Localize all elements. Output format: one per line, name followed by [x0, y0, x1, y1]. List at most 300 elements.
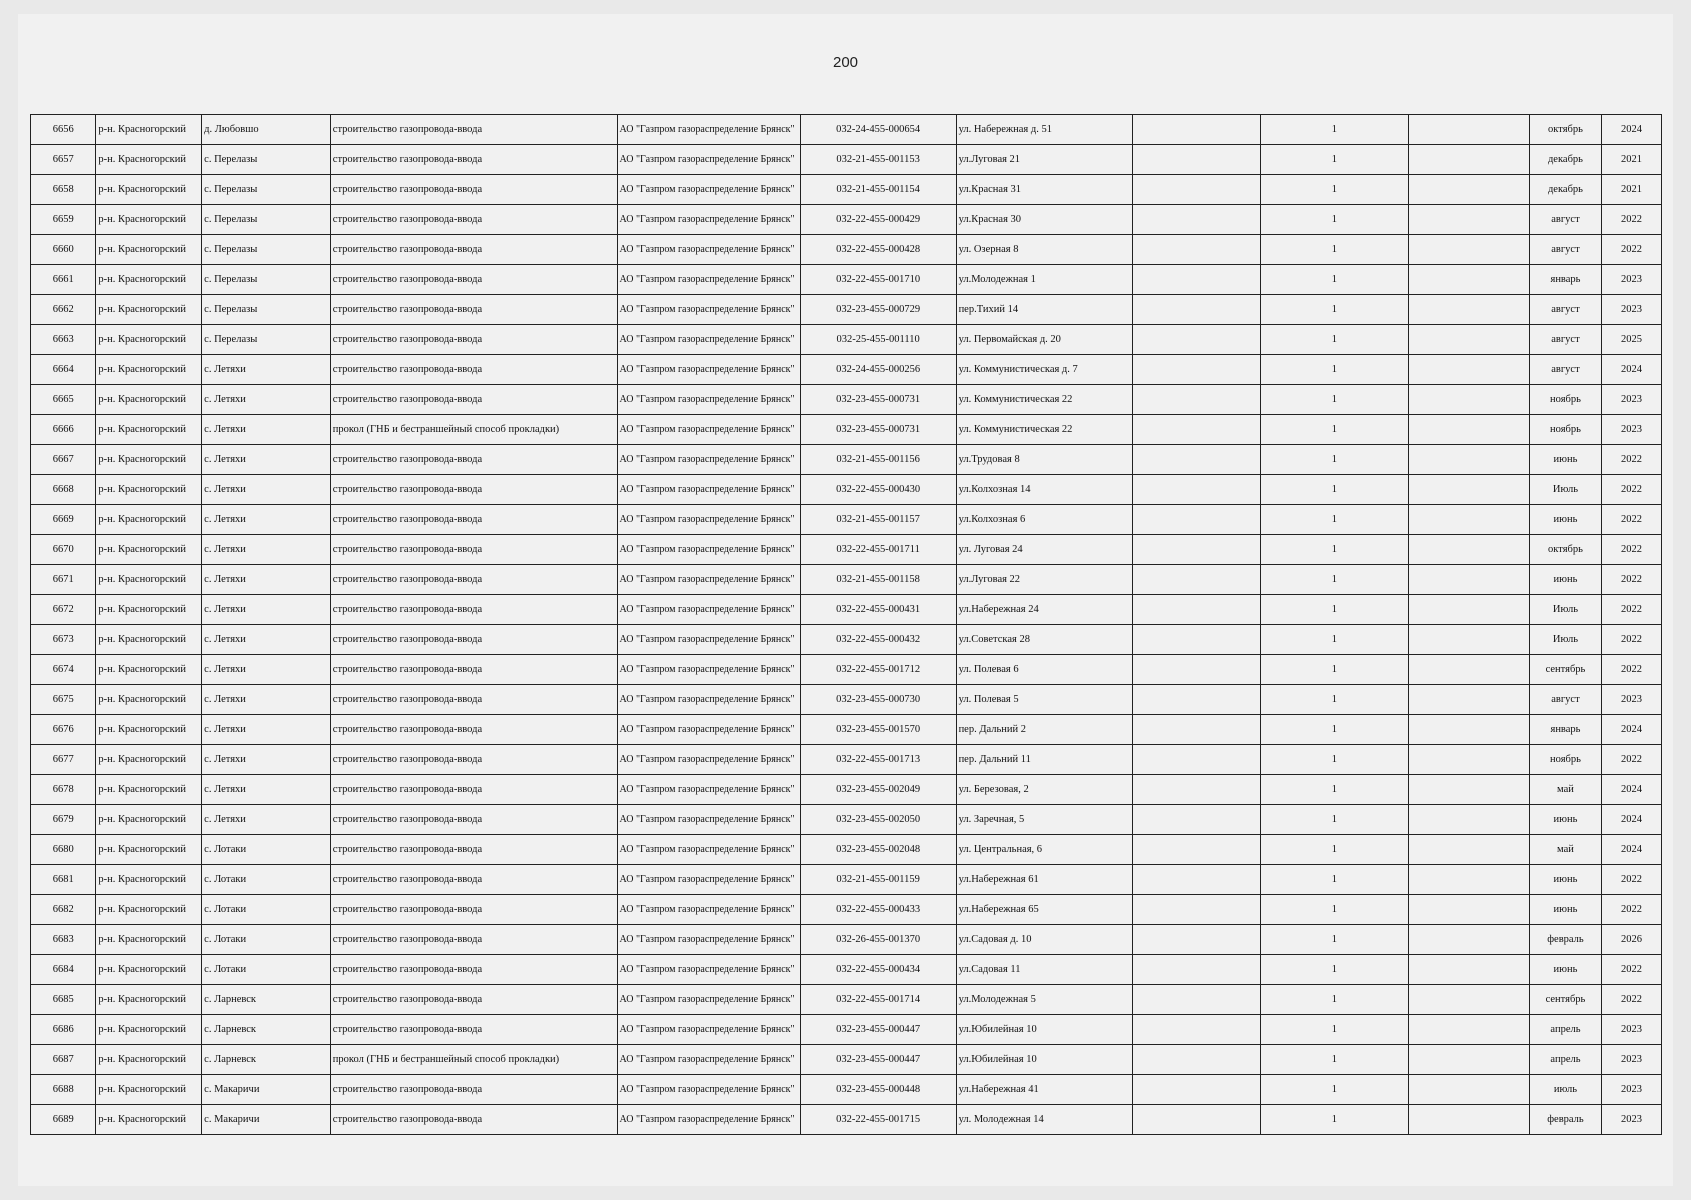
- address-cell: ул.Набережная 61: [956, 865, 1133, 895]
- organization-cell: АО "Газпром газораспределение Брянск": [617, 445, 800, 475]
- organization-cell: АО "Газпром газораспределение Брянск": [617, 1015, 800, 1045]
- settlement-cell: с. Перелазы: [202, 325, 331, 355]
- row-number-cell: 6685: [31, 985, 96, 1015]
- address-cell: ул. Заречная, 5: [956, 805, 1133, 835]
- organization-cell: АО "Газпром газораспределение Брянск": [617, 835, 800, 865]
- settlement-cell: д. Любовшо: [202, 115, 331, 145]
- address-cell: пер.Тихий 14: [956, 295, 1133, 325]
- registry-code-cell: 032-23-455-002049: [800, 775, 956, 805]
- quantity-cell: 1: [1260, 505, 1408, 535]
- quantity-cell: 1: [1260, 1105, 1408, 1135]
- settlement-cell: с. Лотаки: [202, 865, 331, 895]
- year-cell: 2022: [1601, 475, 1661, 505]
- row-number-cell: 6663: [31, 325, 96, 355]
- district-cell: р-н. Красногорский: [96, 145, 202, 175]
- registry-code-cell: 032-23-455-000729: [800, 295, 956, 325]
- organization-cell: АО "Газпром газораспределение Брянск": [617, 1105, 800, 1135]
- district-cell: р-н. Красногорский: [96, 295, 202, 325]
- work-type-cell: строительство газопровода-ввода: [330, 355, 617, 385]
- settlement-cell: с. Перелазы: [202, 235, 331, 265]
- registry-code-cell: 032-21-455-001156: [800, 445, 956, 475]
- year-cell: 2025: [1601, 325, 1661, 355]
- address-cell: ул.Молодежная 5: [956, 985, 1133, 1015]
- empty-cell: [1408, 745, 1529, 775]
- month-cell: июнь: [1530, 955, 1602, 985]
- gas-connection-registry-table: [30, 114, 1662, 1135]
- registry-code-cell: 032-24-455-000256: [800, 355, 956, 385]
- address-cell: ул. Озерная 8: [956, 235, 1133, 265]
- month-cell: июнь: [1530, 505, 1602, 535]
- quantity-cell: 1: [1260, 205, 1408, 235]
- settlement-cell: с. Летяхи: [202, 535, 331, 565]
- table-row: [31, 835, 1662, 865]
- table-row: [31, 385, 1662, 415]
- empty-cell: [1133, 415, 1261, 445]
- settlement-cell: с. Летяхи: [202, 505, 331, 535]
- registry-code-cell: 032-22-455-000429: [800, 205, 956, 235]
- district-cell: р-н. Красногорский: [96, 205, 202, 235]
- settlement-cell: с. Лотаки: [202, 895, 331, 925]
- district-cell: р-н. Красногорский: [96, 505, 202, 535]
- address-cell: ул.Красная 31: [956, 175, 1133, 205]
- work-type-cell: строительство газопровода-ввода: [330, 1105, 617, 1135]
- address-cell: ул.Луговая 22: [956, 565, 1133, 595]
- empty-cell: [1133, 835, 1261, 865]
- organization-cell: АО "Газпром газораспределение Брянск": [617, 145, 800, 175]
- row-number-cell: 6665: [31, 385, 96, 415]
- registry-code-cell: 032-21-455-001154: [800, 175, 956, 205]
- settlement-cell: с. Перелазы: [202, 265, 331, 295]
- settlement-cell: с. Летяхи: [202, 625, 331, 655]
- address-cell: ул.Садовая 11: [956, 955, 1133, 985]
- table-body: [31, 115, 1662, 1135]
- organization-cell: АО "Газпром газораспределение Брянск": [617, 505, 800, 535]
- work-type-cell: строительство газопровода-ввода: [330, 685, 617, 715]
- empty-cell: [1408, 325, 1529, 355]
- year-cell: 2022: [1601, 505, 1661, 535]
- work-type-cell: строительство газопровода-ввода: [330, 565, 617, 595]
- quantity-cell: 1: [1260, 565, 1408, 595]
- empty-cell: [1133, 745, 1261, 775]
- district-cell: р-н. Красногорский: [96, 955, 202, 985]
- table-row: [31, 235, 1662, 265]
- month-cell: июнь: [1530, 805, 1602, 835]
- settlement-cell: с. Макаричи: [202, 1075, 331, 1105]
- table-row: [31, 1075, 1662, 1105]
- page-number: 200: [832, 54, 859, 71]
- address-cell: ул. Полевая 5: [956, 685, 1133, 715]
- district-cell: р-н. Красногорский: [96, 115, 202, 145]
- empty-cell: [1408, 625, 1529, 655]
- quantity-cell: 1: [1260, 1075, 1408, 1105]
- district-cell: р-н. Красногорский: [96, 745, 202, 775]
- organization-cell: АО "Газпром газораспределение Брянск": [617, 385, 800, 415]
- row-number-cell: 6664: [31, 355, 96, 385]
- settlement-cell: с. Летяхи: [202, 595, 331, 625]
- work-type-cell: строительство газопровода-ввода: [330, 175, 617, 205]
- table-row: [31, 565, 1662, 595]
- empty-cell: [1408, 655, 1529, 685]
- registry-code-cell: 032-23-455-000731: [800, 385, 956, 415]
- year-cell: 2022: [1601, 205, 1661, 235]
- table-row: [31, 115, 1662, 145]
- settlement-cell: с. Ларневск: [202, 985, 331, 1015]
- year-cell: 2022: [1601, 595, 1661, 625]
- year-cell: 2024: [1601, 355, 1661, 385]
- district-cell: р-н. Красногорский: [96, 1105, 202, 1135]
- empty-cell: [1133, 145, 1261, 175]
- empty-cell: [1133, 805, 1261, 835]
- registry-code-cell: 032-22-455-000433: [800, 895, 956, 925]
- year-cell: 2022: [1601, 565, 1661, 595]
- organization-cell: АО "Газпром газораспределение Брянск": [617, 955, 800, 985]
- empty-cell: [1408, 925, 1529, 955]
- quantity-cell: 1: [1260, 145, 1408, 175]
- organization-cell: АО "Газпром газораспределение Брянск": [617, 775, 800, 805]
- district-cell: р-н. Красногорский: [96, 985, 202, 1015]
- district-cell: р-н. Красногорский: [96, 445, 202, 475]
- row-number-cell: 6668: [31, 475, 96, 505]
- table-row: [31, 205, 1662, 235]
- empty-cell: [1133, 655, 1261, 685]
- district-cell: р-н. Красногорский: [96, 1015, 202, 1045]
- work-type-cell: прокол (ГНБ и бестраншейный способ прокладки): [330, 415, 617, 445]
- settlement-cell: с. Летяхи: [202, 655, 331, 685]
- district-cell: р-н. Красногорский: [96, 235, 202, 265]
- quantity-cell: 1: [1260, 415, 1408, 445]
- empty-cell: [1133, 385, 1261, 415]
- row-number-cell: 6686: [31, 1015, 96, 1045]
- row-number-cell: 6680: [31, 835, 96, 865]
- row-number-cell: 6656: [31, 115, 96, 145]
- work-type-cell: строительство газопровода-ввода: [330, 205, 617, 235]
- organization-cell: АО "Газпром газораспределение Брянск": [617, 715, 800, 745]
- empty-cell: [1408, 805, 1529, 835]
- settlement-cell: с. Лотаки: [202, 835, 331, 865]
- month-cell: август: [1530, 205, 1602, 235]
- quantity-cell: 1: [1260, 1045, 1408, 1075]
- year-cell: 2023: [1601, 1075, 1661, 1105]
- work-type-cell: строительство газопровода-ввода: [330, 145, 617, 175]
- address-cell: ул.Молодежная 1: [956, 265, 1133, 295]
- empty-cell: [1408, 565, 1529, 595]
- organization-cell: АО "Газпром газораспределение Брянск": [617, 595, 800, 625]
- month-cell: Июль: [1530, 475, 1602, 505]
- registry-code-cell: 032-22-455-001711: [800, 535, 956, 565]
- organization-cell: АО "Газпром газораспределение Брянск": [617, 685, 800, 715]
- empty-cell: [1408, 1105, 1529, 1135]
- address-cell: ул.Советская 28: [956, 625, 1133, 655]
- address-cell: ул. Молодежная 14: [956, 1105, 1133, 1135]
- address-cell: ул. Луговая 24: [956, 535, 1133, 565]
- empty-cell: [1133, 1015, 1261, 1045]
- year-cell: 2023: [1601, 295, 1661, 325]
- work-type-cell: строительство газопровода-ввода: [330, 1015, 617, 1045]
- settlement-cell: с. Перелазы: [202, 295, 331, 325]
- table-row: [31, 655, 1662, 685]
- registry-code-cell: 032-23-455-000447: [800, 1045, 956, 1075]
- registry-code-cell: 032-21-455-001153: [800, 145, 956, 175]
- year-cell: 2024: [1601, 805, 1661, 835]
- row-number-cell: 6688: [31, 1075, 96, 1105]
- settlement-cell: с. Ларневск: [202, 1045, 331, 1075]
- row-number-cell: 6671: [31, 565, 96, 595]
- year-cell: 2022: [1601, 235, 1661, 265]
- address-cell: ул.Колхозная 14: [956, 475, 1133, 505]
- settlement-cell: с. Летяхи: [202, 745, 331, 775]
- organization-cell: АО "Газпром газораспределение Брянск": [617, 175, 800, 205]
- empty-cell: [1408, 475, 1529, 505]
- quantity-cell: 1: [1260, 955, 1408, 985]
- settlement-cell: с. Летяхи: [202, 475, 331, 505]
- empty-cell: [1408, 295, 1529, 325]
- settlement-cell: с. Летяхи: [202, 415, 331, 445]
- empty-cell: [1408, 145, 1529, 175]
- empty-cell: [1133, 175, 1261, 205]
- empty-cell: [1133, 205, 1261, 235]
- table-row: [31, 145, 1662, 175]
- quantity-cell: 1: [1260, 895, 1408, 925]
- district-cell: р-н. Красногорский: [96, 535, 202, 565]
- year-cell: 2023: [1601, 1045, 1661, 1075]
- empty-cell: [1408, 535, 1529, 565]
- table-row: [31, 685, 1662, 715]
- organization-cell: АО "Газпром газораспределение Брянск": [617, 565, 800, 595]
- empty-cell: [1133, 1105, 1261, 1135]
- row-number-cell: 6677: [31, 745, 96, 775]
- address-cell: ул.Набережная 24: [956, 595, 1133, 625]
- address-cell: ул.Садовая д. 10: [956, 925, 1133, 955]
- address-cell: ул.Набережная 65: [956, 895, 1133, 925]
- month-cell: июнь: [1530, 865, 1602, 895]
- registry-code-cell: 032-23-455-000730: [800, 685, 956, 715]
- month-cell: февраль: [1530, 925, 1602, 955]
- address-cell: ул. Центральная, 6: [956, 835, 1133, 865]
- month-cell: сентябрь: [1530, 985, 1602, 1015]
- registry-code-cell: 032-22-455-001714: [800, 985, 956, 1015]
- empty-cell: [1133, 625, 1261, 655]
- table-row: [31, 805, 1662, 835]
- work-type-cell: строительство газопровода-ввода: [330, 535, 617, 565]
- empty-cell: [1133, 265, 1261, 295]
- work-type-cell: строительство газопровода-ввода: [330, 655, 617, 685]
- organization-cell: АО "Газпром газораспределение Брянск": [617, 865, 800, 895]
- month-cell: июнь: [1530, 895, 1602, 925]
- empty-cell: [1133, 325, 1261, 355]
- district-cell: р-н. Красногорский: [96, 715, 202, 745]
- quantity-cell: 1: [1260, 835, 1408, 865]
- organization-cell: АО "Газпром газораспределение Брянск": [617, 355, 800, 385]
- quantity-cell: 1: [1260, 265, 1408, 295]
- address-cell: ул. Полевая 6: [956, 655, 1133, 685]
- month-cell: февраль: [1530, 1105, 1602, 1135]
- settlement-cell: с. Ларневск: [202, 1015, 331, 1045]
- year-cell: 2023: [1601, 415, 1661, 445]
- table-row: [31, 265, 1662, 295]
- empty-cell: [1133, 235, 1261, 265]
- address-cell: ул.Юбилейная 10: [956, 1015, 1133, 1045]
- empty-cell: [1408, 835, 1529, 865]
- empty-cell: [1408, 775, 1529, 805]
- row-number-cell: 6669: [31, 505, 96, 535]
- work-type-cell: строительство газопровода-ввода: [330, 775, 617, 805]
- empty-cell: [1133, 355, 1261, 385]
- empty-cell: [1408, 595, 1529, 625]
- table-row: [31, 955, 1662, 985]
- address-cell: ул.Набережная 41: [956, 1075, 1133, 1105]
- quantity-cell: 1: [1260, 925, 1408, 955]
- row-number-cell: 6675: [31, 685, 96, 715]
- table-row: [31, 715, 1662, 745]
- empty-cell: [1133, 595, 1261, 625]
- district-cell: р-н. Красногорский: [96, 595, 202, 625]
- row-number-cell: 6670: [31, 535, 96, 565]
- row-number-cell: 6674: [31, 655, 96, 685]
- settlement-cell: с. Перелазы: [202, 145, 331, 175]
- work-type-cell: строительство газопровода-ввода: [330, 925, 617, 955]
- registry-code-cell: 032-22-455-000431: [800, 595, 956, 625]
- year-cell: 2022: [1601, 865, 1661, 895]
- registry-code-cell: 032-23-455-002048: [800, 835, 956, 865]
- quantity-cell: 1: [1260, 595, 1408, 625]
- registry-code-cell: 032-23-455-001570: [800, 715, 956, 745]
- empty-cell: [1133, 565, 1261, 595]
- settlement-cell: с. Летяхи: [202, 775, 331, 805]
- empty-cell: [1408, 1015, 1529, 1045]
- address-cell: пер. Дальний 11: [956, 745, 1133, 775]
- month-cell: апрель: [1530, 1045, 1602, 1075]
- work-type-cell: строительство газопровода-ввода: [330, 475, 617, 505]
- registry-code-cell: 032-26-455-001370: [800, 925, 956, 955]
- registry-code-cell: 032-23-455-000447: [800, 1015, 956, 1045]
- district-cell: р-н. Красногорский: [96, 775, 202, 805]
- organization-cell: АО "Газпром газораспределение Брянск": [617, 265, 800, 295]
- empty-cell: [1133, 1045, 1261, 1075]
- month-cell: декабрь: [1530, 145, 1602, 175]
- year-cell: 2024: [1601, 115, 1661, 145]
- district-cell: р-н. Красногорский: [96, 385, 202, 415]
- address-cell: пер. Дальний 2: [956, 715, 1133, 745]
- work-type-cell: строительство газопровода-ввода: [330, 745, 617, 775]
- empty-cell: [1408, 895, 1529, 925]
- organization-cell: АО "Газпром газораспределение Брянск": [617, 325, 800, 355]
- row-number-cell: 6667: [31, 445, 96, 475]
- month-cell: ноябрь: [1530, 745, 1602, 775]
- settlement-cell: с. Перелазы: [202, 205, 331, 235]
- row-number-cell: 6689: [31, 1105, 96, 1135]
- table-row: [31, 1045, 1662, 1075]
- year-cell: 2024: [1601, 775, 1661, 805]
- work-type-cell: строительство газопровода-ввода: [330, 715, 617, 745]
- district-cell: р-н. Красногорский: [96, 895, 202, 925]
- month-cell: Июль: [1530, 595, 1602, 625]
- month-cell: апрель: [1530, 1015, 1602, 1045]
- empty-cell: [1408, 505, 1529, 535]
- organization-cell: АО "Газпром газораспределение Брянск": [617, 895, 800, 925]
- year-cell: 2023: [1601, 685, 1661, 715]
- registry-code-cell: 032-22-455-001710: [800, 265, 956, 295]
- row-number-cell: 6682: [31, 895, 96, 925]
- settlement-cell: с. Летяхи: [202, 715, 331, 745]
- empty-cell: [1133, 895, 1261, 925]
- organization-cell: АО "Газпром газораспределение Брянск": [617, 1075, 800, 1105]
- year-cell: 2023: [1601, 1015, 1661, 1045]
- work-type-cell: строительство газопровода-ввода: [330, 445, 617, 475]
- settlement-cell: с. Лотаки: [202, 925, 331, 955]
- district-cell: р-н. Красногорский: [96, 835, 202, 865]
- work-type-cell: строительство газопровода-ввода: [330, 835, 617, 865]
- district-cell: р-н. Красногорский: [96, 175, 202, 205]
- address-cell: ул.Юбилейная 10: [956, 1045, 1133, 1075]
- quantity-cell: 1: [1260, 745, 1408, 775]
- month-cell: август: [1530, 235, 1602, 265]
- registry-code-cell: 032-22-455-000430: [800, 475, 956, 505]
- work-type-cell: строительство газопровода-ввода: [330, 625, 617, 655]
- settlement-cell: с. Лотаки: [202, 955, 331, 985]
- address-cell: ул.Луговая 21: [956, 145, 1133, 175]
- district-cell: р-н. Красногорский: [96, 355, 202, 385]
- year-cell: 2024: [1601, 715, 1661, 745]
- year-cell: 2023: [1601, 385, 1661, 415]
- quantity-cell: 1: [1260, 475, 1408, 505]
- settlement-cell: с. Летяхи: [202, 385, 331, 415]
- row-number-cell: 6683: [31, 925, 96, 955]
- organization-cell: АО "Газпром газораспределение Брянск": [617, 535, 800, 565]
- empty-cell: [1133, 475, 1261, 505]
- month-cell: август: [1530, 685, 1602, 715]
- district-cell: р-н. Красногорский: [96, 565, 202, 595]
- empty-cell: [1408, 415, 1529, 445]
- work-type-cell: строительство газопровода-ввода: [330, 955, 617, 985]
- district-cell: р-н. Красногорский: [96, 475, 202, 505]
- year-cell: 2022: [1601, 535, 1661, 565]
- row-number-cell: 6661: [31, 265, 96, 295]
- registry-code-cell: 032-25-455-001110: [800, 325, 956, 355]
- settlement-cell: с. Перелазы: [202, 175, 331, 205]
- empty-cell: [1133, 985, 1261, 1015]
- document-page: [18, 14, 1673, 1186]
- work-type-cell: прокол (ГНБ и бестраншейный способ прокладки): [330, 1045, 617, 1075]
- quantity-cell: 1: [1260, 115, 1408, 145]
- year-cell: 2021: [1601, 175, 1661, 205]
- work-type-cell: строительство газопровода-ввода: [330, 265, 617, 295]
- month-cell: июнь: [1530, 565, 1602, 595]
- district-cell: р-н. Красногорский: [96, 1045, 202, 1075]
- address-cell: ул.Трудовая 8: [956, 445, 1133, 475]
- empty-cell: [1408, 205, 1529, 235]
- table-row: [31, 1015, 1662, 1045]
- registry-code-cell: 032-22-455-000434: [800, 955, 956, 985]
- quantity-cell: 1: [1260, 685, 1408, 715]
- empty-cell: [1408, 985, 1529, 1015]
- quantity-cell: 1: [1260, 865, 1408, 895]
- empty-cell: [1408, 445, 1529, 475]
- empty-cell: [1408, 235, 1529, 265]
- table-row: [31, 175, 1662, 205]
- table-row: [31, 355, 1662, 385]
- quantity-cell: 1: [1260, 235, 1408, 265]
- year-cell: 2022: [1601, 445, 1661, 475]
- address-cell: ул. Коммунистическая д. 7: [956, 355, 1133, 385]
- table-row: [31, 865, 1662, 895]
- row-number-cell: 6684: [31, 955, 96, 985]
- table-row: [31, 895, 1662, 925]
- settlement-cell: с. Летяхи: [202, 355, 331, 385]
- empty-cell: [1133, 445, 1261, 475]
- table-row: [31, 295, 1662, 325]
- month-cell: январь: [1530, 265, 1602, 295]
- registry-code-cell: 032-23-455-002050: [800, 805, 956, 835]
